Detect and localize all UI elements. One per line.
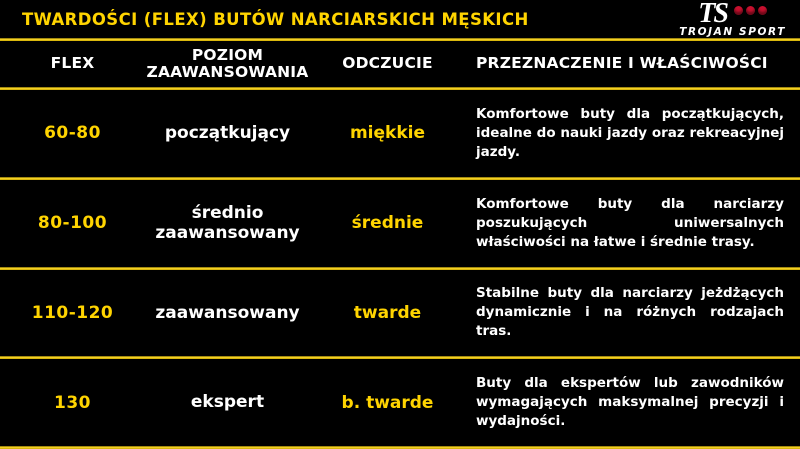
flex-value: 80-100 bbox=[37, 213, 108, 234]
flex-value: 60-80 bbox=[44, 123, 101, 144]
description-text: Komfortowe buty dla narciarzy poszukujących uniwersalnych właściwości na łatwe i średnie trasy. bbox=[476, 195, 784, 250]
table-row bbox=[0, 90, 800, 177]
logo-initials: TS bbox=[698, 0, 727, 30]
level-value: początkujący bbox=[164, 123, 291, 144]
feel-value: średnie bbox=[351, 213, 424, 234]
column-header-feel: ODCZUCIE bbox=[342, 54, 433, 73]
trojan-sport-logo bbox=[679, 0, 786, 38]
description-text: Buty dla ekspertów lub zawodników wymagających maksymalnej precyzji i wydajności. bbox=[476, 375, 784, 430]
red-dot-icon bbox=[734, 6, 743, 15]
logo-name: TROJAN SPORT bbox=[679, 25, 786, 38]
level-value: ekspert bbox=[190, 392, 265, 413]
table-row bbox=[0, 359, 800, 446]
column-header-level: POZIOM ZAAWANSOWANIA bbox=[146, 45, 309, 81]
red-dot-icon bbox=[746, 6, 755, 15]
feel-value: b. twarde bbox=[341, 392, 434, 413]
page-title: TWARDOŚCI (FLEX) BUTÓW NARCIARSKICH MĘSKICH bbox=[22, 9, 529, 29]
red-dot-icon bbox=[758, 6, 767, 15]
flex-value: 110-120 bbox=[31, 302, 114, 323]
column-header-flex: FLEX bbox=[50, 54, 95, 73]
feel-value: miękkie bbox=[349, 123, 426, 144]
table-row bbox=[0, 180, 800, 267]
column-header-purpose: PRZEZNACZENIE I WŁAŚCIWOŚCI bbox=[476, 54, 768, 73]
table-header-row bbox=[0, 41, 800, 87]
title-bar bbox=[0, 0, 800, 38]
level-value: zaawansowany bbox=[155, 302, 300, 323]
feel-value: twarde bbox=[353, 302, 422, 323]
level-value: średnio zaawansowany bbox=[155, 202, 300, 244]
flex-value: 130 bbox=[54, 392, 91, 413]
description-text: Komfortowe buty dla początkujących, idealne do nauki jazdy oraz rekreacyjnej jazdy. bbox=[476, 105, 784, 160]
logo-dots bbox=[734, 6, 767, 15]
description-text: Stabilne buty dla narciarzy jeżdżących dynamicznie i na różnych rodzajach tras. bbox=[476, 285, 784, 340]
table-row bbox=[0, 270, 800, 357]
logo-top bbox=[698, 0, 767, 30]
